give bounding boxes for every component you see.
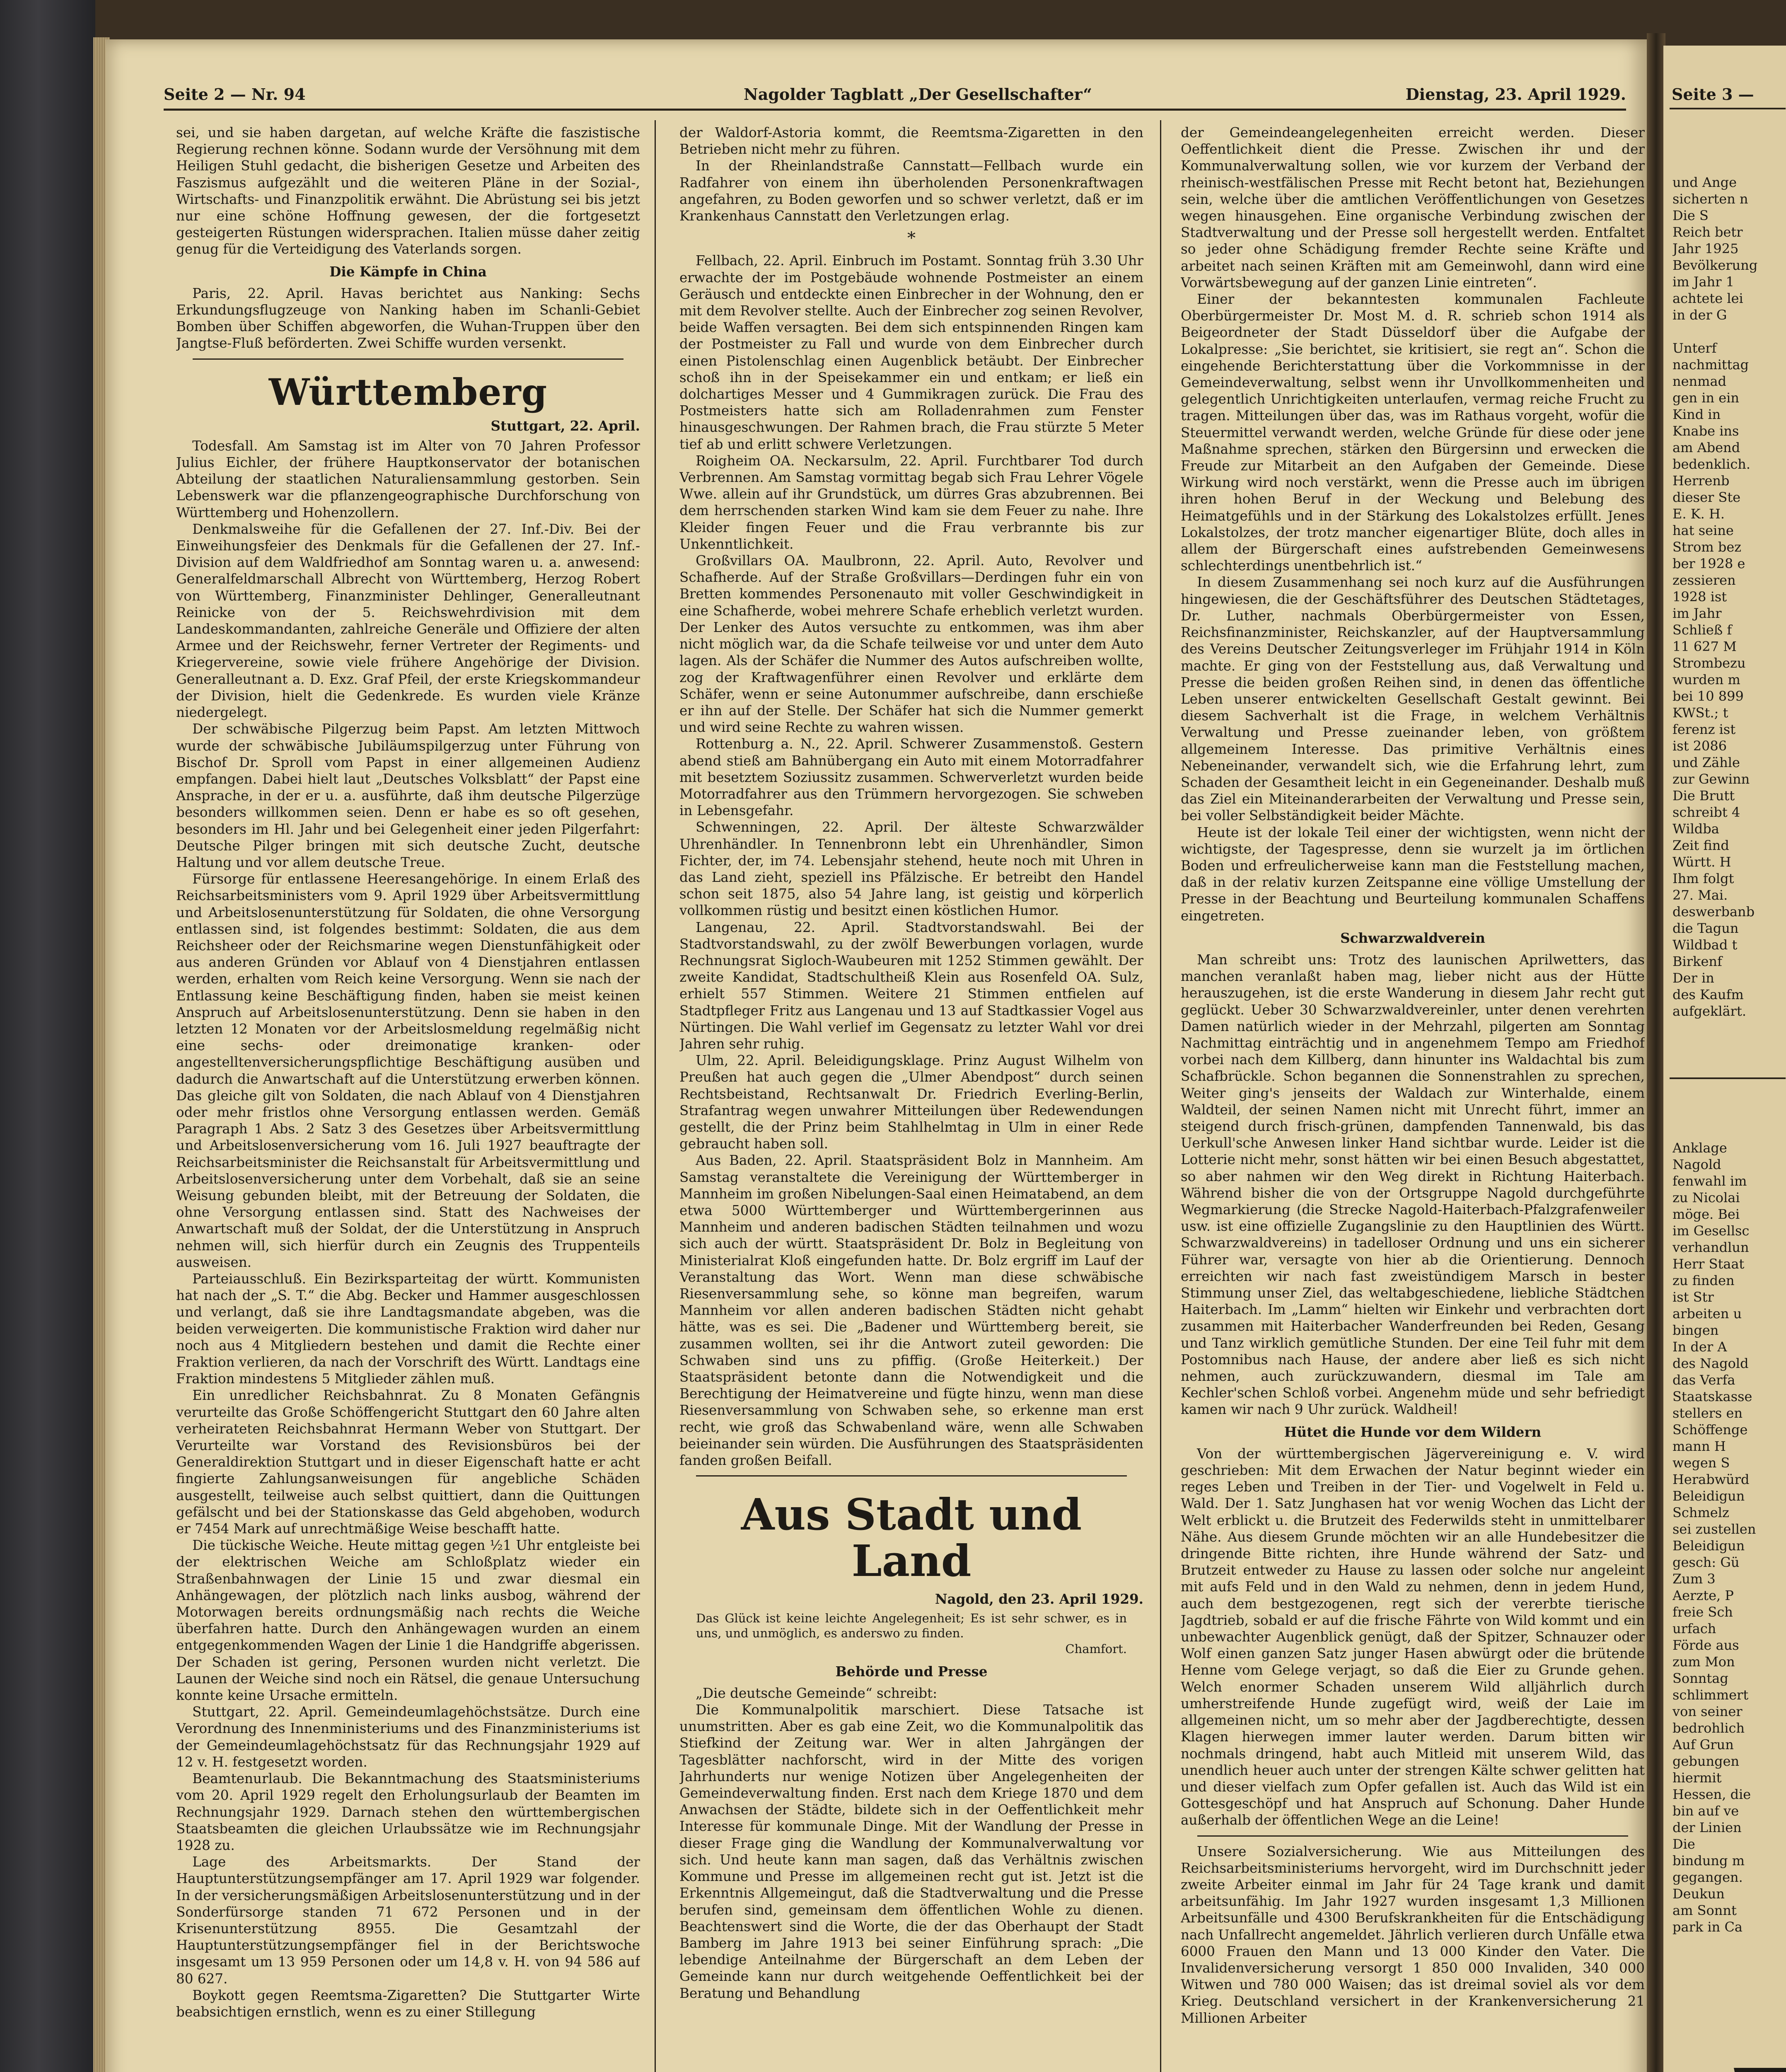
next-page-line: Auf Grun: [1672, 1737, 1734, 1752]
next-page-line: Staatskasse: [1672, 1389, 1752, 1404]
next-page-line: ber 1928 e: [1672, 556, 1745, 571]
article-beamtenurlaub: Beamtenurlaub. Die Bekanntmachung des Staatsministeriums vom 20. April 1929 regelt den Erholungsurlaub der Beamten im Rechnungsjahr 1929. Darnach stehen den württembergischen Staatsbeamten die gleichen Urlaubssätze wie im Rechnungsjahr 1928 zu.: [176, 1771, 640, 1853]
next-page-line: Zum 3: [1672, 1571, 1716, 1587]
article-arbeitsmarkt: Lage des Arbeitsmarkts. Der Stand der Hauptunterstützungsempfänger am 17. April 1929 war folgender. In der versicherungsmäßigen Arbeitslosenunterstützung und in der Sonderfürsorge standen 71 672 Personen und in der Krisenunterstützung 8955. Die Gesamtzahl der Hauptunterstützungsempfänger fiel in der Berichtswoche insgesamt um 13 959 Personen oder um 14,8 v. H. von 94 586 auf 80 627.: [176, 1854, 640, 1987]
next-page-fragment: [1663, 46, 1786, 2072]
article-hunde: Von der württembergischen Jägervereinigung e. V. wird geschrieben: Mit dem Erwachen der Natur beginnt wieder ein reges Leben und Treiben in der Tier- und Vogelwelt in Feld u. Wald. Der 1. Satz Junghasen hat vor wenig Wochen das Licht der Welt erblickt u. die Brutzeit des Federwilds steht in unmittelbarer Nähe. Aus diesem Grunde möchten wir an alle Hundebesitzer die dringende Bitte richten, ihre Hunde während der Satz- und Brutzeit entweder zu Hause zu lassen oder solche nur angeleint mit aufs Feld und in den Wald zu nehmen, denn in jedem Hund, auch dem bestgezogenen, regt sich der vererbte tierische Jagdtrieb, sobald er auf die frische Fährte von Wild kommt und ein unbewachter Augenblick genügt, daß der Spitzer, Schnauzer oder Wolf einen ganzen Satz junger Hasen abwürgt oder die brütende Henne vom Gelege verjagt, so daß die Eier zu Grunde gehen. Welch enormer Schaden unserem Wild alljährlich durch umherstreifende Hunde zugefügt wird, weiß der Laie im allgemeinen nicht, um so mehr aber der Jagdberechtigte, dessen Klagen hierwegen immer lauter werden. Darum bitten wir nochmals dringend, habt auch Mitleid mit unserem Wild, das unendlich heuer auch unter der strengen Kälte schwer gelitten hat und dieser vielfach zum Opfer gefallen ist. Auch das Wild ist ein Gottesgeschöpf und hat Anspruch auf Schonung. Daher Hunde außerhalb der öffentlichen Wege an die Leine!: [1181, 1445, 1645, 1828]
next-page-line: nenmad: [1672, 373, 1727, 389]
next-page-line: gegangen.: [1672, 1869, 1743, 1885]
article-fuersorge: Fürsorge für entlassene Heeresangehörige. In einem Erlaß des Reichsarbeitsministers vom 9. April 1929 über Arbeitsvermittlung und Arbeitslosenunterstützung für Soldaten, die ohne Versorgung entlassen sind, ist folgendes bestimmt: Soldaten, die aus dem Reichsheer oder der Reichsmarine wegen Dienstunfähigkeit oder aus anderen Gründen vor Ablauf von 4 Dienstjahren entlassen werden, erhalten vom Reich keine Versorgung. Wenn sie nach der Entlassung keine Beschäftigung finden, haben sie meist keinen Anspruch auf Arbeitslosenunterstützung. Denn sie haben in den letzten 12 Monaten vor der Arbeitslosmeldung regelmäßig nicht eine sechs- oder dreimonatige kranken- oder angestelltenversicherungspflichtige Beschäftigung ausüben und dadurch die Anwartschaft auf die Unterstützung erwerben können. Das gleiche gilt von Soldaten, die nach Ablauf von 4 Dienstjahren oder mehr fristlos ohne Versorgung entlassen werden. Gemäß Paragraph 1 Abs. 2 Satz 3 des Gesetzes über Arbeitsvermittlung und Arbeitslosenversicherung vom 16. Juli 1927 beauftragte der Reichsarbeitsminister die Reichsanstalt für Arbeitsvermittlung und Arbeitslosenversicherung unter dem Vorbehalt, daß sie an seine Weisung gebunden bleibt, mit der Betreuung der Soldaten, die ohne Versorgung entlassen sind. Statt des Nachweises der Anwartschaft muß der Soldat, der die Unterstützung in Anspruch nehmen will, sich hierfür durch ein Zeugnis des Truppenteils ausweisen.: [176, 871, 640, 1270]
next-page-line: deswerbanb: [1672, 904, 1755, 920]
next-page-line: Strom bez: [1672, 539, 1742, 555]
next-page-line: freie Sch: [1672, 1604, 1733, 1620]
next-page-line: Schmelz: [1672, 1505, 1729, 1520]
article-china: Paris, 22. April. Havas berichtet aus Nanking: Sechs Erkundungsflugzeuge von Nanking haben im Schanli-Gebiet Bomben über Schiffen abgeworfen, die Wuhan-Truppen über den Jangtse-Fluß beförderten. Zwei Schiffe wurden versenkt.: [176, 285, 640, 351]
headline-behoerde-presse: Behörde und Presse: [835, 1663, 988, 1680]
next-page-line: am Sonnt: [1672, 1903, 1737, 1918]
next-page-line: die Tagun: [1672, 920, 1739, 936]
next-page-line: im Jahr 1: [1672, 274, 1735, 290]
article-schwarzwaldverein: Man schreibt uns: Trotz des launischen Aprilwetters, das manchen veranlaßt haben mag, lieber nicht aus der Hütte herauszugehen, ist die erste Wanderung in diesem Jahr recht gut geglückt. Ueber 30 Schwarzwaldvereinler, unter denen verehrten Damen natürlich wieder in der Mehrzahl, pilgerten am Sonntag Nachmittag einträchtig und in angenehmem Tempo am Friedhof vorbei nach dem Killberg, dann hinunter ins Waldachtal bis zum Schafbrückle. Schon begannen die Sonnenstrahlen zu sprechen, Weiter ging's jenseits der Waldach zur Winterhalde, einem Waldteil, der seinen Namen nicht mit Unrecht führt, immer an steigend durch frisch-grünen, dampfenden Tannenwald, bis das Uerkull'sche Anwesen linker Hand sichtbar wurde. Leider ist die Lotterie nicht mehr, sonst hätten wir bei einen Besuch abgestattet, so aber nahmen wir den Weg direkt in Richtung Haiterbach. Während bisher die von der Ortsgruppe Nagold durchgeführte Wegmarkierung (die Strecke Nagold-Haiterbach-Pfalzgrafenweiler usw. ist eine offizielle Zugangslinie zu den Hauptlinien des Württ. Schwarzwaldvereins) in tadelloser Ordnung und uns ein sicherer Führer war, versagte von hier ab die Orientierung. Dennoch erreichten wir nach fast zweistündigem Marsch in bester Stimmung unser Ziel, das weltabgeschiedene, liebliche Städtchen Haiterbach. Im „Lamm“ hielten wir Einkehr und verbrachten dort zusammen mit Haiterbacher Wanderfreunden bei Reden, Gesang und Tanz wirklich gemütliche Stunden. Der eine Teil fuhr mit dem Postomnibus nach Hause, der andere aber ließ es sich nicht nehmen, auch zurückzuwandern, diesmal im Tale am Kechler'schen Schloß vorbei. Angenehm müde und sehr befriedigt kamen wir nach 9 Uhr zurück. Waldheil!: [1181, 951, 1645, 1418]
header-rule: [164, 109, 1626, 111]
section-star: *: [907, 229, 916, 248]
article-ulm: Ulm, 22. April. Beleidigungsklage. Prinz August Wilhelm von Preußen hat auch gegen die „Ulmer Abendpost“ durch seinen Rechtsbeistand, Rechtsanwalt Dr. Friedrich Everling-Berlin, Strafantrag wegen unwahrer Mitteilungen über Redewendungen gestellt, die der Prinz beim Stahlhelmtag in Ulm in einer Rede gebraucht haben soll.: [679, 1053, 1143, 1152]
column-1: [176, 124, 640, 2072]
next-page-line: In der A: [1672, 1339, 1727, 1355]
next-page-line: Nagold: [1672, 1157, 1721, 1172]
page-number: Seite 2 — Nr. 94: [164, 85, 306, 104]
article-parteiausschluss: Parteiausschluß. Ein Bezirksparteitag der württ. Kommunisten hat nach der „S. T.“ die Abg. Becker und Hammer ausgeschlossen und verlangt, daß sie ihre Landtagsmandate abgeben, was die beiden verweigerten. Die kommunistische Fraktion wird daher nur noch aus 4 Mitgliedern bestehen und damit die Rechte einer Fraktion verlieren, da nach der Vorschrift des Württ. Landtags eine Fraktion mindestens 5 Mitglieder zählen muß.: [176, 1271, 640, 1387]
article-reichsbahnrat: Ein unredlicher Reichsbahnrat. Zu 8 Monaten Gefängnis verurteilte das Große Schöffengericht Stuttgart den 60 Jahre alten verheirateten Reichsbahnrat Hermann Weber von Stuttgart. Der Verurteilte war Vorstand des Revisionsbüros bei der Generaldirektion Stuttgart und in dieser Eigenschaft hatte er acht fingierte Zahlungsanweisungen für angebliche Schäden ausgestellt, teilweise auch selbst quittiert, dann die Quittungen gefälscht und bei der Stationskasse das Geld abgehoben, wodurch er 7454 Mark auf unrechtmäßige Weise beschafft hatte.: [176, 1387, 640, 1537]
article-presse-4: Heute ist der lokale Teil einer der wichtigsten, wenn nicht der wichtigste, der Tagespresse, denn sie wurzelt ja im örtlichen Boden und erfreulicherweise kann man die Feststellung machen, daß in der relativ kurzen Zeitspanne eine völlige Umstellung der Presse in der Beachtung und Beurteilung kommunalen Schaffens eingetreten.: [1181, 824, 1645, 924]
article-gemeinde: Die Kommunalpolitik marschiert. Diese Tatsache ist unumstritten. Aber es gab eine Zeit, wo die Kommunalpolitik das Stiefkind der Zeitung war. Wer in alten Jahrgängen der Tagesblätter nachforscht, wird in der Mitte des vorigen Jahrhunderts nur wenige Notizen über Angelegenheiten der Gemeindeverwaltung finden. Erst nach dem Kriege 1870 und dem Anwachsen der Städte, bildete sich in der Oeffentlichkeit mehr Interesse für kommunale Dinge. Mit der Wandlung der Presse in dieser Frage ging die Wandlung der Kommunalverwaltung vor sich. Und heute kann man sagen, daß das Verhältnis zwischen Kommune und Presse im allgemeinen recht gut ist. Jetzt ist die Erkenntnis Allgemeingut, daß die Stadtverwaltung und die Presse berufen sind, gemeinsam dem öffentlichen Wohle zu dienen. Beachtenswert sind die Worte, die der das Oberhaupt der Stadt Bamberg im Jahre 1913 bei seiner Einführung sprach: „Die lebendige Anteilnahme der Bürgerschaft an dem Leben der Gemeinde kann nur durch weitgehende Oeffentlichkeit bei der Beratung und Behandlung: [679, 1702, 1143, 2001]
column-rule-1: [655, 120, 656, 2072]
next-page-line: zu Nicolai: [1672, 1190, 1740, 1205]
next-page-line: park in Ca: [1672, 1919, 1742, 1935]
next-page-line: sei zustellen: [1672, 1521, 1756, 1537]
next-page-line: Schließ f: [1672, 622, 1732, 638]
article-fellbach: Fellbach, 22. April. Einbruch im Postamt. Sonntag früh 3.30 Uhr erwachte der im Postgebäude wohnende Postmeister an einem Geräusch und entdeckte einen Einbrecher in der Wohnung, den er mit dem Revolver stellte. Auch der Einbrecher zog seinen Revolver, beide Waffen versagten. Bei dem sich entspinnenden Ringen kam der Postmeister zu Fall und wurde von dem Einbrecher durch einen Pistolenschlag einen Augenblick betäubt. Der Einbrecher schoß ihn in der Speisekammer ein und entkam; er ließ ein dolchartiges Messer und 4 Gummikragen zurück. Die Frau des Postmeisters hatte sich am Rolladenrahmen zum Fenster hinausgeschwungen. Der Rahmen brach, die Frau stürzte 5 Meter tief ab und erlitt schwere Verletzungen.: [679, 253, 1143, 452]
next-page-line: schreibt 4: [1672, 804, 1740, 820]
next-page-line: in der G: [1672, 307, 1727, 323]
next-page-line: Die: [1672, 1836, 1695, 1852]
next-page-line: zum Mon: [1672, 1654, 1735, 1670]
next-page-line: Förde aus: [1672, 1637, 1739, 1653]
headline-china: Die Kämpfe in China: [329, 263, 487, 280]
next-page-line: Der in: [1672, 970, 1714, 986]
next-page-line: Birkenf: [1672, 954, 1722, 969]
article-baden: Aus Baden, 22. April. Staatspräsident Bolz in Mannheim. Am Samstag veranstaltete die Vereinigung der Württemberger in Mannheim im großen Nibelungen-Saal einen Heimatabend, an dem etwa 5000 Württemberger und Württembergerinnen aus Mannheim und anderen badischen Städten teilnahmen und wozu sich auch der württ. Staatspräsident Dr. Bolz in Begleitung von Ministerialrat Kloß eingefunden hatte. Dr. Bolz ergriff im Lauf der Veranstaltung das Wort. Wenn man diese schwäbische Riesenversammlung sehe, so könne man begreifen, warum Mannheim vor allen anderen badischen Städten nicht gehabt hätte, was es sei. Die „Badener und Württemberg bereit, sie zusammen wollten, sei ihr die Antwort zuteil geworden: Die Schwaben sind uns zu pfiffig. (Große Heiterkeit.) Der Staatspräsident betonte dann die Notwendigkeit und die Berechtigung der Heimatvereine und fügte hinzu, wenn man diese Riesenversammlung von Schwaben sehe, so erkenne man erst recht, wie groß das Schwabenland wäre, wenn alle Schwaben beieinander sein würden. Die Ausführungen des Staatspräsidenten fanden großen Beifall.: [679, 1152, 1143, 1469]
article-sozialversicherung: Unsere Sozialversicherung. Wie aus Mitteilungen des Reichsarbeitsministeriums hervorgeht, wird im Durchschnitt jeder zweite Arbeiter einmal im Jahr für 24 Tage krank und damit arbeitsunfähig. Im Jahr 1927 wurden insgesamt 1,3 Millionen Arbeitsunfälle und 4300 Berufskrankheiten für die Entschädigung nach Unfallrecht angemeldet. Jährlich verlieren durch Unfälle etwa 6000 Frauen den Mann und 13 000 Kinder den Vater. Die Invalidenversicherung versorgt 1 850 000 Invaliden, 340 000 Witwen und 780 000 Waisen; das ist dreimal soviel als vor dem Krieg. Deutschland versichert in der Krankenversicherung 21 Millionen Arbeiter: [1181, 1843, 1645, 2026]
next-page-line: Reich betr: [1672, 224, 1743, 240]
next-page-line: und Zähle: [1672, 755, 1740, 770]
next-page-line: hiermit: [1672, 1770, 1722, 1786]
column-rule-2: [1160, 120, 1161, 2072]
next-page-line: Beleidigun: [1672, 1488, 1745, 1504]
next-page-line: arbeiten u: [1672, 1306, 1742, 1322]
next-page-line: ist Str: [1672, 1289, 1714, 1305]
article-presse-2: Einer der bekanntesten kommunalen Fachleute Oberbürgermeister Dr. Most M. d. R. schrieb schon 1914 als Beigeordneter der Stadt Düsseldorf über die Aufgabe der Lokalpresse: „Sie berichtet, sie kritisiert, sie regt an“. Schon die eingehende Berichterstattung über die Vorkommnisse in der Gemeindeverwaltung, selbst wenn ihr Unvollkommenheiten und gelegentlich Unrichtigkeiten unterlaufen, vermag reiche Frucht zu tragen. Mitteilungen über das, was im Rathaus vorgeht, wofür die Steuermittel verwandt werden, welche Gründe für diese oder jene Maßnahme sprechen, stärken den Bürgersinn und erwecken die Freude zur Mitarbeit an den Aufgaben der Gemeinde. Diese Wirkung wird noch verstärkt, wenn die Presse auch im übrigen ihren hohen Beruf in der Weckung und Belebung des Heimatgefühls und in der Stärkung des Lokalstolzes erfüllt. Jenes Lokalstolzes, der trotz mancher eigenartiger Blüte, doch alles in allem der Bürgerschaft eines aufstrebenden Gemeinwesens schlechterdings unentbehrlich ist.“: [1181, 291, 1645, 574]
page-gutter: [1647, 33, 1665, 2072]
next-page-line: fenwahl im: [1672, 1173, 1747, 1189]
next-page-line: Herr Staat: [1672, 1256, 1745, 1272]
issue-date: Dienstag, 23. April 1929.: [1405, 85, 1626, 104]
next-page-line: nachmittag: [1672, 357, 1749, 373]
section-rule: [193, 358, 624, 360]
next-page-line: urfach: [1672, 1621, 1716, 1636]
dateline-nagold: Nagold, den 23. April 1929.: [935, 1591, 1143, 1607]
next-page-line: Beleidigun: [1672, 1538, 1745, 1554]
next-page-line: im Jahr: [1672, 605, 1722, 621]
next-page-line: bindung m: [1672, 1853, 1745, 1869]
article-langenau: Langenau, 22. April. Stadtvorstandswahl. Bei der Stadtvorstandswahl, zu der zwölf Bewerbungen vorlagen, wurde Rechnungsrat Sigloch-Waubeuren mit 1252 Stimmen gewählt. Der zweite Kandidat, Stadtschultheiß Klein aus Rosenfeld OA. Sulz, erhielt 557 Stimmen. Weitere 21 Stimmen entfielen auf Stadtpfleger Fritz aus Langenau und 13 auf Stadtkassier Vogel aus Nürtingen. Die Wahl verlief im Gegensatz zu letzter Wahl vor drei Jahren sehr ruhig.: [679, 919, 1143, 1052]
column-3: [1181, 124, 1645, 2072]
section-rule: [696, 1475, 1127, 1477]
next-page-line: Hessen, die: [1672, 1786, 1751, 1802]
next-page-line: gebungen: [1672, 1753, 1740, 1769]
advertisement-fragment: [1672, 2043, 1786, 2072]
next-page-line: Schöffenge: [1672, 1422, 1748, 1438]
next-page-line: das Verfa: [1672, 1372, 1735, 1388]
next-page-column-top: [1672, 174, 1784, 1019]
motto-quote: Das Glück ist keine leichte Angelegenheit; Es ist sehr schwer, es in uns, und unmöglich, es anderswo zu finden.: [696, 1611, 1127, 1641]
next-page-line: stellers en: [1672, 1405, 1743, 1421]
article-boykott: Boykott gegen Reemtsma-Zigaretten? Die Stuttgarter Wirte beabsichtigen ernstlich, wenn es zu einer Stillegung: [176, 1987, 640, 2020]
next-page-line: von seiner: [1672, 1704, 1742, 1719]
article-presse-3: In diesem Zusammenhang sei noch kurz auf die Ausführungen hingewiesen, die der Geschäftsführer des Deutschen Städtetages, Dr. Luther, nachmals Oberbürgermeister von Essen, Reichsfinanzminister, Reichskanzler, auf der Hauptversammlung des Vereins Deutscher Zeitungsverleger im Frühjahr 1914 in Köln machte. Er ging von der Feststellung aus, daß Verwaltung und Presse die beiden großen Reihen sind, in denen das öffentliche Leben unserer entwickelten Gesellschaft Gestalt gewinnt. Bei diesem Sachverhalt ist die Frage, in welchem Verhältnis Verwaltung und Presse zueinander leben, von größtem allgemeinem Interesse. Das primitive Verhältnis eines Nebeneinander, verwandelt sich, wie die Erfahrung lehrt, zum Schaden der Gesamtheit leicht in ein Gegeneinander. Deshalb muß das Ziel ein Miteinanderarbeiten der Verwaltung und Presse sein, bei voller Selbständigkeit beider Mächte.: [1181, 574, 1645, 824]
next-page-line: zessieren: [1672, 572, 1736, 588]
column-2: [679, 124, 1143, 2072]
next-page-line: Kind in: [1672, 407, 1721, 422]
next-page-line: des Nagold: [1672, 1356, 1749, 1371]
article-rottenburg: Rottenburg a. N., 22. April. Schwerer Zusammenstoß. Gestern abend stieß am Bahnübergang ein Auto mit einem Motorradfahrer mit besetztem Soziussitz zusammen. Schwerverletzt wurden beide Motorradfahrer aus den Trümmern hervorgezogen. Sie schweben in Lebensgefahr.: [679, 736, 1143, 819]
article-reemtsma-cont: der Waldorf-Astoria kommt, die Reemtsma-Zigaretten in den Betrieben nicht mehr zu führen.: [679, 125, 1143, 157]
next-page-line: Zeit find: [1672, 838, 1729, 853]
next-page-line: sicherten n: [1672, 191, 1748, 207]
article-denkmalsweihe: Denkmalsweihe für die Gefallenen der 27. Inf.-Div. Bei der Einweihungsfeier des Denkmals für die Gefallenen der 27. Inf.-Division auf dem Waldfriedhof am Sonntag waren u. a. anwesend: Generalfeldmarschall Albrecht von Württemberg, Herzog Robert von Württemberg, Finanzminister Dehlinger, Generalleutnant Reinicke von der 5. Reichswehrdivision mit dem Landeskommandanten, zahlreiche Generäle und Offiziere der alten Armee und der Reichswehr, ferner Vertreter der Regiments- und Kriegervereine, sowie viele frühere Angehörige der Division. Generalleutnant a. D. Exz. Graf Pfeil, der erste Kriegskommandeur der Division, hielt die Gedenkrede. Es wurden viele Kränze niedergelegt.: [176, 521, 640, 721]
next-page-line: und Ange: [1672, 174, 1737, 190]
next-page-line: Strombezu: [1672, 655, 1746, 671]
next-page-line: gesch: Gü: [1672, 1554, 1740, 1570]
next-page-line: aufgeklärt.: [1672, 1003, 1746, 1019]
next-page-line: Anklage: [1672, 1140, 1727, 1156]
next-page-line: E. K. H.: [1672, 506, 1725, 522]
next-page-line: dieser Ste: [1672, 489, 1741, 505]
book-binding: [0, 0, 95, 2072]
dateline-stuttgart: Stuttgart, 22. April.: [491, 417, 640, 434]
next-page-line: ferenz ist: [1672, 721, 1736, 737]
next-page-line: Knabe ins: [1672, 423, 1739, 439]
next-page-line: möge. Bei: [1672, 1206, 1740, 1222]
next-page-line: der Linien: [1672, 1820, 1742, 1835]
page-header: [164, 85, 1626, 110]
next-page-line: Sonntag: [1672, 1670, 1728, 1686]
motto-author: Chamfort.: [1065, 1642, 1127, 1656]
article-roigheim: Roigheim OA. Neckarsulm, 22. April. Furchtbarer Tod durch Verbrennen. Am Samstag vormittag begab sich Frau Lehrer Vögele Wwe. allein auf ihr Grundstück, um dürres Gras abzubrennen. Bei dem herrschenden starken Wind kam sie dem Feuer zu nahe. Ihre Kleider fingen Feuer und die Frau verbrannte bis zur Unkenntlichkeit.: [679, 453, 1143, 552]
next-page-line: Ihm folgt: [1672, 871, 1734, 886]
next-page-line: wegen S: [1672, 1455, 1730, 1471]
next-page-line: 1928 ist: [1672, 589, 1727, 605]
article-weiche: Die tückische Weiche. Heute mittag gegen ½1 Uhr entgleiste bei der elektrischen Weiche am Schloßplatz wieder ein Straßenbahnwagen der Linie 15 und zwar diesmal ein Anhängewagen, der plötzlich nach links ausbog, während der Motorwagen bereits ordnungsmäßig nach rechts die Weiche überfahren hatte. Durch den Anhängewagen wurden an einem entgegenkommenden Wagen der Linie 1 die Handgriffe abgerissen. Der Schaden ist gering, Personen wurden nicht verletzt. Die Launen der Weiche sind noch ein Rätsel, die genaue Untersuchung konnte keine Ursache ermitteln.: [176, 1537, 640, 1704]
next-page-line: verhandlun: [1672, 1239, 1749, 1255]
next-page-line: mann H: [1672, 1438, 1726, 1454]
article-umlage: Stuttgart, 22. April. Gemeindeumlagehöchstsätze. Durch eine Verordnung des Innenministeriums und des Finanzministeriums ist der Gemeindeumlagehöchstsatz für das Rechnungsjahr 1929 auf 12 v. H. festgesetzt worden.: [176, 1704, 640, 1770]
section-title-stadt-und-land: Aus Stadt und Land: [741, 1489, 1082, 1587]
next-page-line: Herrenb: [1672, 473, 1730, 489]
next-page-line: Bevölkerung: [1672, 257, 1758, 273]
next-page-line: bin auf ve: [1672, 1803, 1739, 1819]
headline-hunde: Hütet die Hunde vor dem Wildern: [1284, 1423, 1542, 1440]
next-page-line: bingen: [1672, 1322, 1719, 1338]
next-page-line: Die S: [1672, 208, 1709, 223]
next-page-line: Wildba: [1672, 821, 1719, 837]
article-schwenningen: Schwenningen, 22. April. Der älteste Schwarzwälder Uhrenhändler. In Tennenbronn lebt ein Uhrenhändler, Simon Fichter, der, im 74. Lebensjahr stehend, heute noch mit Uhren in das Land zieht, speziell ins Pfälzische. Er betreibt den Handel schon seit 1875, also 54 Jahre lang, ist geistig und körperlich vollkommen rüstig und besitzt einen köstlichen Humor.: [679, 819, 1143, 919]
article-gemeinde-intro: „Die deutsche Gemeinde“ schreibt:: [696, 1685, 938, 1701]
article-pilgerzug: Der schwäbische Pilgerzug beim Papst. Am letzten Mittwoch wurde der schwäbische Jubiläumspilgerzug unter Führung von Bischof Dr. Sproll vom Papst in einer allgemeinen Audienz empfangen. Dabei hielt laut „Deutsches Volksblatt“ der Papst eine Ansprache, in der er u. a. ausführte, daß ihm deutsche Pilgerzüge besonders willkommen seien. Denn er habe es so oft gesehen, besonders im Hl. Jahr und bei Gelegenheit einer jeden Pilgerfahrt: Deutsche Pilger bringen mit sich deutsche Zucht, deutsche Haltung und vor allem deutsche Treue.: [176, 721, 640, 870]
next-page-line: zu finden: [1672, 1273, 1735, 1288]
next-page-line: Wildbad t: [1672, 937, 1738, 953]
article-radfahrer: In der Rheinlandstraße Cannstatt—Fellbach wurde ein Radfahrer von einem ihn überholenden Personenkraftwagen angefahren, zu Boden geworfen und so schwer verletzt, daß er im Krankenhaus Cannstatt den Verletzungen erlag.: [679, 158, 1143, 224]
next-page-line: bedrohlich: [1672, 1720, 1745, 1736]
next-page-line: gen in ein: [1672, 390, 1739, 406]
next-page-line: bei 10 899: [1672, 688, 1744, 704]
article-todesfall: Todesfall. Am Samstag ist im Alter von 70 Jahren Professor Julius Eichler, der frühere Hauptkonservator der botanischen Abteilung der staatlichen Naturaliensammlung gestorben. Sein Lebenswerk war die pflanzengeographische Durchforschung von Württemberg und Hohenzollern.: [176, 438, 640, 520]
article-italy: sei, und sie haben dargetan, auf welche Kräfte die faszistische Regierung rechnen könne. Sodann wurde der Versöhnung mit dem Heiligen Stuhl gedacht, die bisherigen Gesetze und Arbeiten des Faszismus aufgezählt und die weiteren Pläne in der Sozial-, Wirtschafts- und Finanzpolitik erwähnt. Die Abrüstung sei bis jetzt nur eine schöne Hoffnung gewesen, der die fortgesetzt gesteigerten Rüstungen widersprachen. Italien müsse daher zeitig genug für die Verteidigung des Vaterlands sorgen.: [176, 125, 640, 257]
article-grossvillars: Großvillars OA. Maulbronn, 22. April. Auto, Revolver und Schafherde. Auf der Straße Großvillars—Derdingen fuhr ein von Bretten kommendes Personenauto mit voller Geschwindigkeit in eine Schafherde, wobei mehrere Schafe erheblich verletzt wurden. Der Lenker des Autos versuchte zu entkommen, was ihm aber nicht möglich war, da die Schafe teilweise vor und unter dem Auto lagen. Als der Schäfer die Nummer des Autos aufschreiben wollte, zog der Kraftwagenführer einen Revolver und erklärte dem Schäfer, wenn er seine Autonummer aufschreibe, dann erschieße er ihn auf der Stelle. Der Schäfer hat sich die Nummer gemerkt und wird seine Rechte zu wahren wissen.: [679, 553, 1143, 736]
next-page-line: wurden m: [1672, 672, 1740, 687]
next-page-line: Jahr 1925: [1672, 241, 1739, 257]
next-page-line: hat seine: [1672, 523, 1734, 538]
article-presse-cont: der Gemeindeangelegenheiten erreicht werden. Dieser Oeffentlichkeit dient die Presse. Zwischen ihr und der Kommunalverwaltung sollen, wie vor kurzem der Verband der rheinisch-westfälischen Presse mit Recht betont hat, Beziehungen sein, welche über die amtlichen Veröffentlichungen von Gesetzes wegen hinausgehen. Eine organische Verbindung zwischen der Stadtverwaltung und der Presse soll hergestellt werden. Entfaltet so jeder ohne Schädigung fremder Rechte seine Kräfte und arbeitet nach seinen Kräften mit am Gemeinwohl, dann wird eine Vorwärtsbewegung auf der ganzen Linie eintreten“.: [1181, 125, 1645, 290]
section-title-wuerttemberg: Württemberg: [268, 370, 548, 414]
next-page-line: Württ. H: [1672, 854, 1731, 870]
next-page-line: am Abend: [1672, 440, 1740, 455]
next-page-line: Herabwürd: [1672, 1472, 1750, 1487]
headline-schwarzwaldverein: Schwarzwaldverein: [1340, 929, 1485, 946]
next-page-line: des Kaufm: [1672, 987, 1744, 1002]
next-page-header: Seite 3 —: [1672, 85, 1754, 104]
next-page-line: Unterf: [1672, 340, 1717, 356]
next-page-line: zur Gewinn: [1672, 771, 1750, 787]
next-page-line: [1672, 323, 1784, 340]
newspaper-name: Nagolder Tagblatt „Der Gesellschafter“: [744, 85, 1092, 104]
next-page-line: 27. Mai.: [1672, 887, 1728, 903]
next-page-line: 11 627 M: [1672, 639, 1737, 654]
next-page-line: Aerzte, P: [1672, 1588, 1734, 1603]
next-page-line: im Gesellsc: [1672, 1223, 1750, 1239]
next-page-line: bedenklich.: [1672, 456, 1751, 472]
next-page-line: Deukun: [1672, 1886, 1725, 1902]
next-page-line: achtete lei: [1672, 290, 1743, 306]
section-rule: [1197, 1835, 1628, 1837]
next-page-column-bottom: [1672, 1140, 1784, 1935]
next-page-line: Die Brutt: [1672, 788, 1735, 804]
next-page-line: ist 2086: [1672, 738, 1727, 754]
next-page-line: KWSt.; t: [1672, 705, 1728, 721]
next-page-line: schlimmert: [1672, 1687, 1749, 1703]
advertisement-graphic-icon: [1672, 2043, 1786, 2072]
